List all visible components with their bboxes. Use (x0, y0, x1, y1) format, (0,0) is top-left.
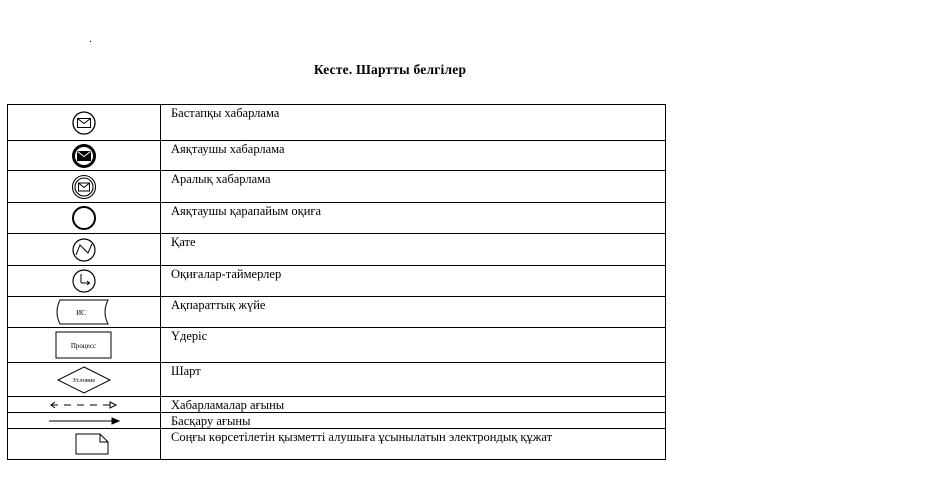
timer-event-icon (66, 267, 102, 295)
legend-label: Соңғы көрсетілетін қызметті алушыға ұсынылатын электрондық құжат (161, 429, 666, 460)
condition-diamond-label: Условие (72, 376, 96, 384)
document-icon (72, 431, 112, 457)
page-title: Кесте. Шартты белгілер (313, 62, 467, 77)
table-row (8, 328, 666, 363)
symbol-cell (8, 234, 161, 266)
symbol-cell (8, 397, 161, 413)
table-row (8, 297, 666, 328)
table-row (8, 234, 666, 266)
symbol-cell (8, 171, 161, 203)
table-row (8, 105, 666, 141)
end-event-icon (66, 204, 102, 232)
symbol-cell (8, 297, 161, 328)
symbol-cell (8, 413, 161, 429)
symbol-cell (8, 266, 161, 297)
table-row (8, 266, 666, 297)
table-row (8, 171, 666, 203)
symbol-cell (8, 328, 161, 363)
intermediate-message-event-icon (66, 173, 102, 201)
table-row (8, 203, 666, 234)
legend-label: Аяқтаушы қарапайым оқиға (161, 203, 666, 234)
table-row (8, 429, 666, 460)
control-flow-arrow-icon (46, 415, 122, 427)
table-row (8, 141, 666, 171)
error-event-icon (66, 236, 102, 264)
stray-dot: . (89, 31, 92, 45)
table-row (8, 413, 666, 429)
legend-label: Бастапқы хабарлама (161, 105, 666, 141)
information-system-label: ИС (76, 309, 86, 317)
symbol-cell (8, 429, 161, 460)
legend-label: Басқару ағыны (161, 413, 666, 429)
end-message-event-icon (66, 143, 102, 169)
legend-label: Үдеріс (161, 328, 666, 363)
table-row (8, 397, 666, 413)
symbol-cell (8, 363, 161, 397)
legend-table (7, 104, 666, 460)
legend-label: Аралық хабарлама (161, 171, 666, 203)
legend-label: Қате (161, 234, 666, 266)
symbol-cell (8, 203, 161, 234)
process-box-icon (54, 330, 114, 360)
legend-label: Хабарламалар ағыны (161, 397, 666, 413)
table-row (8, 363, 666, 397)
legend-label: Шарт (161, 363, 666, 397)
process-box-label: Процесс (70, 342, 97, 350)
symbol-cell (8, 141, 161, 171)
condition-diamond-icon (54, 365, 114, 395)
message-flow-arrow-icon (48, 399, 120, 411)
symbol-cell (8, 105, 161, 141)
start-message-event-icon (66, 109, 102, 137)
legend-label: Аяқтаушы хабарлама (161, 141, 666, 171)
information-system-icon (52, 298, 116, 326)
legend-label: Ақпараттық жүйе (161, 297, 666, 328)
legend-label: Оқиғалар-таймерлер (161, 266, 666, 297)
